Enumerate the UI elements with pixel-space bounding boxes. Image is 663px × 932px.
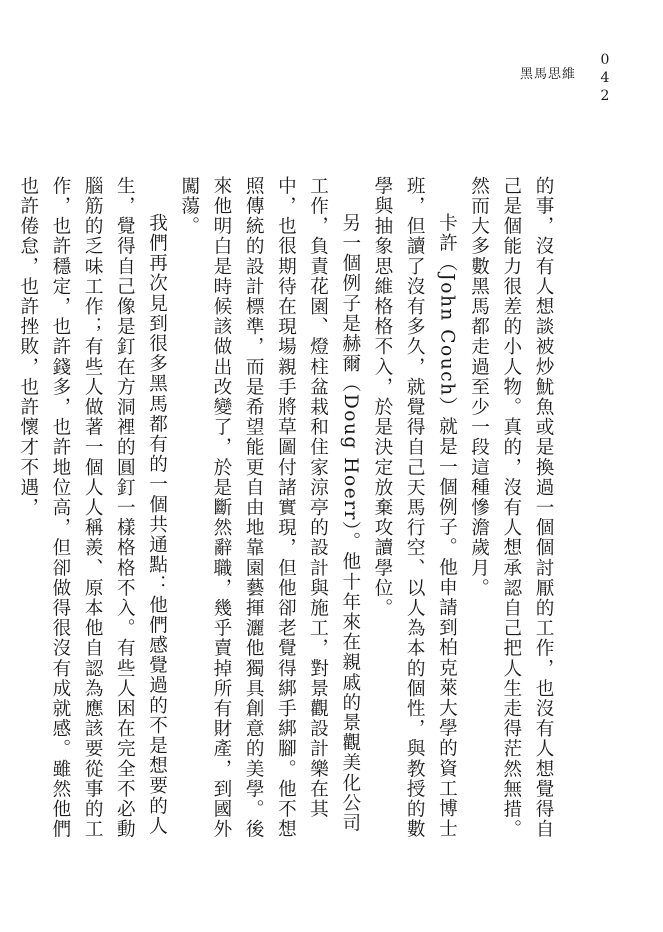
paragraph-2: 卡許（John Couch）就是一個例子。他申請到柏克萊大學的資工博士班，但讀了沒有多久，就覺得自己天馬行空、以人為本的個性，與教授的數學與抽象思維格格不入，於是決定放棄攻讀學位。 bbox=[371, 176, 458, 840]
paragraph-1: 的事，沒有人想談被炒魷魚或是換過一個個討厭的工作，也沒有人想覺得自己是個能力很差的小人物。真的，沒有人想承認自己把人生走得茫然無措。然而大多數黑馬都走過至少一段這種慘澹歲月。 bbox=[468, 176, 554, 840]
paragraph-3: 另一個例子是赫爾（Doug Hoerr）。他十年來在親戚的景觀美化公司工作，負責花園、燈柱盆栽和住家涼亭的設計與施工，對景觀設計樂在其中，也很期待在現場親手將草圖付諸實現，但他卻老覺得綁手綁腳。他不想照傳統的設計標準，而是希望能更自由地靠園藝揮灑他獨具創意的美學。後來他明白是時候該做出改變了，於是斷然辭職，幾乎賣掉所有財產，到國外闖蕩。 bbox=[178, 176, 361, 840]
paragraph-4: 我們再次見到很多黑馬都有的一個共通點：他們感覺過的不是想要的人生，覺得自己像是釘在方洞裡的圓釘一樣格格不入。有些人困在完全不必動腦筋的乏味工作；有些人做著一個人人稱羨、原本他自認為應該要從事的工作，也許穩定，也許錢多，也許地位高，但卻做得很沒有成就感。雖然他們也許倦怠，也許挫敗，也許懷才不遇， bbox=[17, 176, 168, 840]
body-text bbox=[12, 176, 559, 846]
page-number: 042 bbox=[597, 52, 613, 106]
running-title: 黑馬思維 bbox=[520, 67, 577, 82]
